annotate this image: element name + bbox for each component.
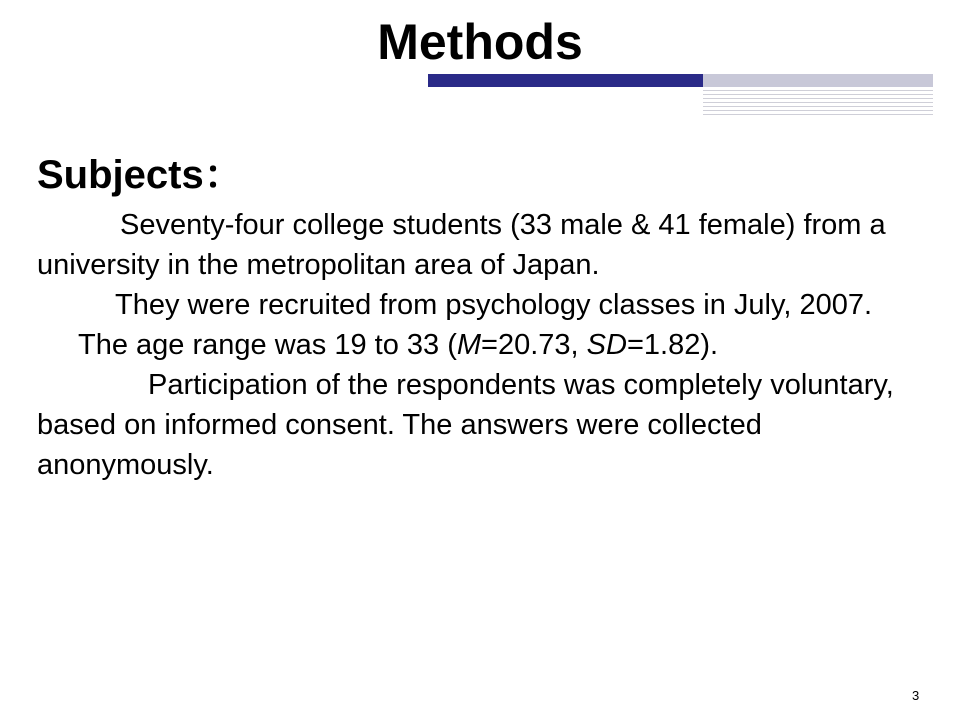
section-heading: Subjects： [37, 153, 244, 197]
page-number: 3 [912, 688, 920, 703]
paragraph-recruitment [78, 285, 917, 365]
sd-symbol: SD [586, 329, 627, 361]
body-text [37, 205, 917, 485]
decorative-stripes [703, 90, 933, 118]
paragraph-subjects: Seventy-four college students (33 male & 41 female) from a university in the metropolitan area of Japan. [37, 209, 886, 281]
mean-value: =20.73, [481, 329, 587, 361]
title-underline-bar [428, 74, 703, 87]
recruitment-text: They were recruited from psychology classes in July, 2007. The age range was 19 to 33 ( [78, 289, 873, 361]
title-underline-bar-light [703, 74, 933, 87]
slide-title: Methods [377, 14, 583, 70]
paragraph-participation: Participation of the respondents was completely voluntary, based on informed consent. The answers were collected anonymously. [37, 369, 894, 481]
sd-value: =1.82). [626, 329, 719, 361]
mean-symbol: M [456, 329, 482, 361]
